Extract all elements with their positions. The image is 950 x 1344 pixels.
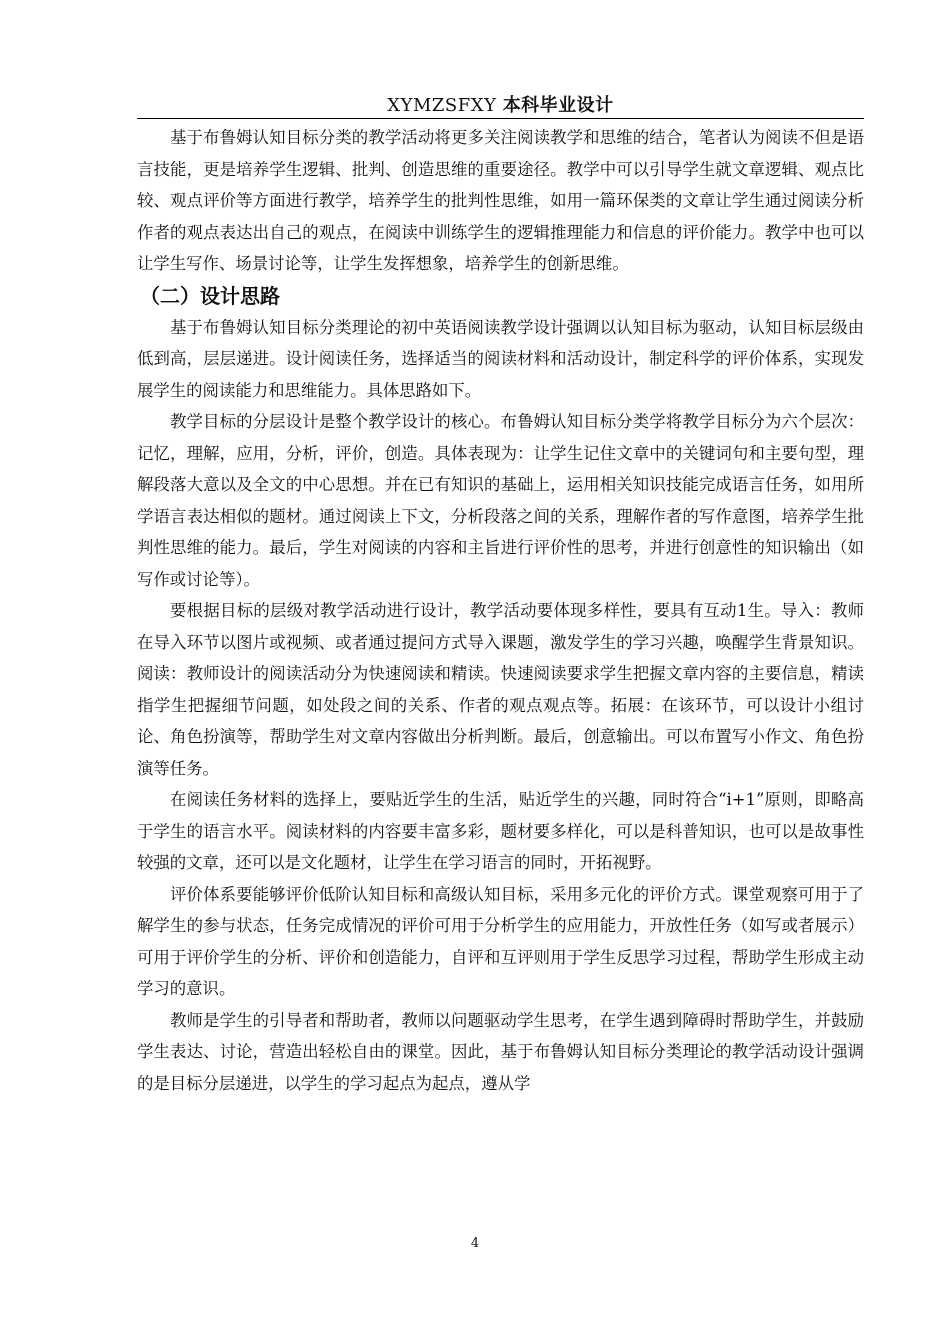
paragraph: 评价体系要能够评价低阶认知目标和高级认知目标，采用多元化的评价方式。课堂观察可用于了解学生的参与状态，任务完成情况的评价可用于分析学生的应用能力，开放性任务（如写或者展示）可用于评价学生的分析、评价和创造能力，自评和互评则用于学生反思学习过程，帮助学生形成主动学习的意识。: [137, 884, 864, 998]
paragraph: 要根据目标的层级对教学活动进行设计，教学活动要体现多样性，要具有互动1生。导入：教师在导入环节以图片或视频、或者通过提问方式导入课题，激发学生的学习兴趣，唤醒学生背景知识。阅读：教师设计的阅读活动分为快速阅读和精读。快速阅读要求学生把握文章内容的主要信息，精读指学生把握细节问题，如处段之间的关系、作者的观点观点等。拓展：在该环节，可以设计小组讨论、角色扮演等，帮助学生对文章内容做出分析判断。最后，创意输出。可以布置写小作文、角色扮演等任务。: [137, 601, 864, 778]
header-title: [137, 91, 864, 117]
page-header: [137, 88, 864, 119]
paragraph: 基于布鲁姆认知目标分类的教学活动将更多关注阅读教学和思维的结合，笔者认为阅读不但是语言技能，更是培养学生逻辑、批判、创造思维的重要途径。教学中可以引导学生就文章逻辑、观点比较、观点评价等方面进行教学，培养学生的批判性思维，如用一篇环保类的文章让学生通过阅读分析作者的观点表达出自己的观点，在阅读中训练学生的逻辑推理能力和信息的评价能力。教学中也可以让学生写作、场景讨论等，让学生发挥想象，培养学生的创新思维。: [137, 128, 864, 273]
document-body: [137, 122, 864, 1099]
paragraph: 在阅读任务材料的选择上，要贴近学生的生活，贴近学生的兴趣，同时符合“i+1”原则，即略高于学生的语言水平。阅读材料的内容要丰富多彩，题材要多样化，可以是科普知识，也可以是故事性较强的文章，还可以是文化题材，让学生在学习语言的同时，开拓视野。: [137, 790, 864, 872]
header-code: XYMZSFXY: [387, 95, 497, 116]
page-number: 4: [470, 1236, 480, 1251]
paragraph: 基于布鲁姆认知目标分类理论的初中英语阅读教学设计强调以认知目标为驱动，认知目标层级由低到高，层层递进。设计阅读任务，选择适当的阅读材料和活动设计，制定科学的评价体系，实现发展学生的阅读能力和思维能力。具体思路如下。: [137, 317, 864, 400]
header-label: 本科毕业设计: [502, 95, 614, 116]
section-heading: （二）设计思路: [140, 283, 280, 308]
paragraph: 教学目标的分层设计是整个教学设计的核心。布鲁姆认知目标分类学将教学目标分为六个层次：记忆，理解，应用，分析，评价，创造。具体表现为：让学生记住文章中的关键词句和主要句型，理解段落大意以及全文的中心思想。并在已有知识的基础上，运用相关知识技能完成语言任务，如用所学语言表达相似的题材。通过阅读上下文，分析段落之间的关系，理解作者的写作意图，培养学生批判性思维的能力。最后，学生对阅读的内容和主旨进行评价性的思考，并进行创意性的知识输出（如写作或讨论等）。: [137, 412, 864, 589]
paragraph: 教师是学生的引导者和帮助者，教师以问题驱动学生思考，在学生遇到障碍时帮助学生，并鼓励学生表达、讨论，营造出轻松自由的课堂。因此，基于布鲁姆认知目标分类理论的教学活动设计强调的是目标分层递进，以学生的学习起点为起点，遵从学: [137, 1010, 864, 1093]
